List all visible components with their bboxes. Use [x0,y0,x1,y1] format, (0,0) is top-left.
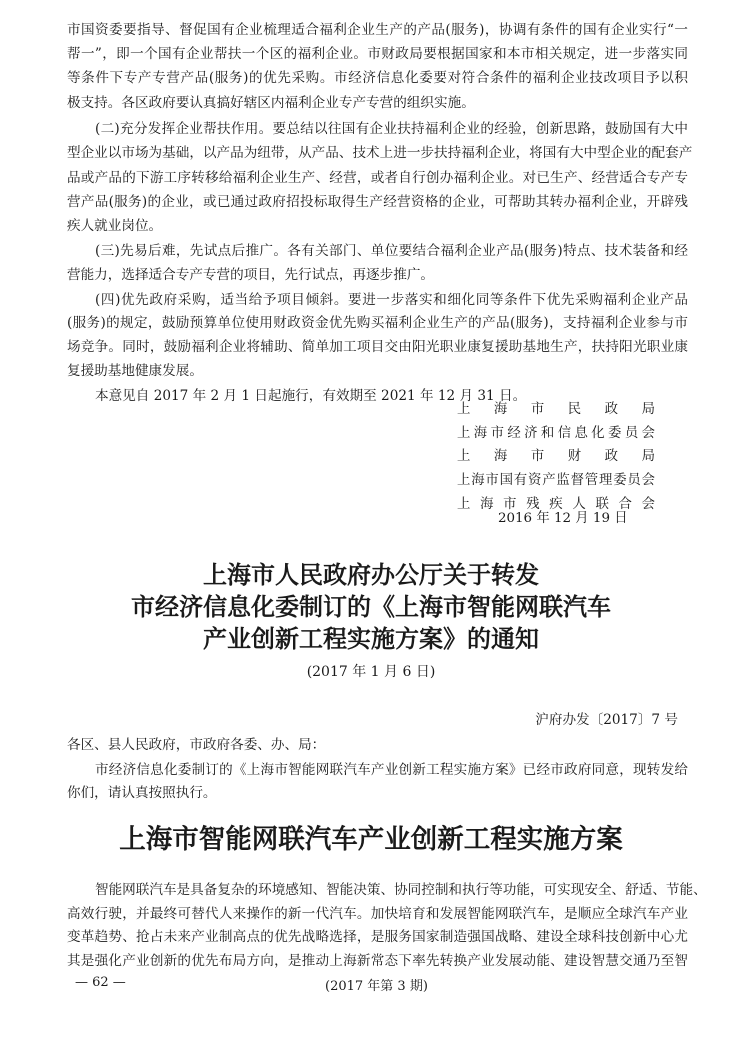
page-number: — 62 — [75,975,126,990]
text-line: (二)充分发挥企业帮扶作用。要总结以往国有企业扶持福利企业的经验，创新思路，鼓励国有大中 [95,121,688,137]
text-line: (四)优先政府采购，适当给予项目倾斜。要进一步落实和细化同等条件下优先采购福利企业产品 [95,292,688,308]
text-line: 型企业以市场为基础，以产品为纽带，从产品、技术上进一步扶持福利企业，将国有大中型企业的配套产 [67,145,693,161]
text-line: 营产品(服务)的企业，或已通过政府招投标取得生产经营资格的企业，可帮助其转办福利企业，开辟残 [67,194,688,210]
signatory: 上海市经济和信息化委员会 [457,426,655,441]
text-line: 帮一”，即一个国有企业帮扶一个区的福利企业。市财政局要根据国家和本市相关规定，进一步落实同 [67,46,688,62]
text-line: 市经济信息化委制订的《上海市智能网联汽车产业创新工程实施方案》已经市政府同意，现转发给 [95,762,688,778]
text-line: 等条件下专产专营产品(服务)的优先采购。市经济信息化委要对符合条件的福利企业技改项目予以积 [67,70,688,86]
notice-date: (2017 年 1 月 6 日) [306,664,436,680]
text-line: 市国资委要指导、督促国有企业梳理适合福利企业生产的产品(服务)，协调有条件的国有企业实行“一 [67,22,688,38]
issue-label: (2017 年第 3 期) [325,979,428,994]
addressee: 各区、县人民政府，市政府各委、办、局： [67,737,326,753]
plan-title: 上海市智能网联汽车产业创新工程实施方案 [119,824,623,855]
text-line: (服务)的规定，鼓励预算单位使用财政资金优先购买福利企业生产的产品(服务)，支持福利企业参与市 [67,315,688,331]
text-line: 你们，请认真按照执行。 [67,785,217,801]
text-line: 高效行驶，并最终可替代人来操作的新一代汽车。加快培育和发展智能网联汽车，是顺应全球汽车产业 [67,906,688,922]
text-line: 变革趋势、抢占未来产业制高点的优先战略选择，是服务国家制造强国战略、建设全球科技创新中心尤 [67,929,688,945]
text-line: 营能力，选择适合专产专营的项目，先行试点，再逐步推广。 [67,267,435,283]
signatory: 上海市民政局 [457,402,655,417]
signatory: 上海市国有资产监督管理委员会 [457,473,655,488]
signature-date: 2016 年 12 月 19 日 [498,511,628,526]
text-line: 品或产品的下游工序转移给福利企业生产、经营，或者自行创办福利企业。对已生产、经营适合专产专 [67,170,688,186]
text-line: 本意见自 2017 年 2 月 1 日起施行，有效期至 2021 年 12 月 31 日。 [95,388,527,404]
document-number: 沪府办发〔2017〕7 号 [535,712,678,728]
signatory: 上海市财政局 [457,449,655,464]
notice-title-line: 产业创新工程实施方案》的通知 [203,624,539,653]
notice-title-line: 上海市人民政府办公厅关于转发 [203,560,539,589]
text-line: 复援助基地健康发展。 [67,363,203,379]
text-line: 极支持。各区政府要认真搞好辖区内福利企业专产专营的组织实施。 [67,95,475,111]
text-line: 其是强化产业创新的优先布局方向，是推动上海新常态下率先转换产业发展动能、建设智慧交通乃至智 [67,953,688,969]
text-line: 疾人就业岗位。 [67,218,163,234]
signatory: 上海市残疾人联合会 [457,497,655,512]
notice-title-line: 市经济信息化委制订的《上海市智能网联汽车 [131,592,611,621]
text-line: (三)先易后难，先试点后推广。各有关部门、单位要结合福利企业产品(服务)特点、技术装备和经 [95,243,688,259]
text-line: 场竞争。同时，鼓励福利企业将辅助、简单加工项目交由阳光职业康复援助基地生产，扶持阳光职业康 [67,339,688,355]
text-line: 智能网联汽车是具备复杂的环境感知、智能决策、协同控制和执行等功能，可实现安全、舒适、节能、 [95,882,707,898]
